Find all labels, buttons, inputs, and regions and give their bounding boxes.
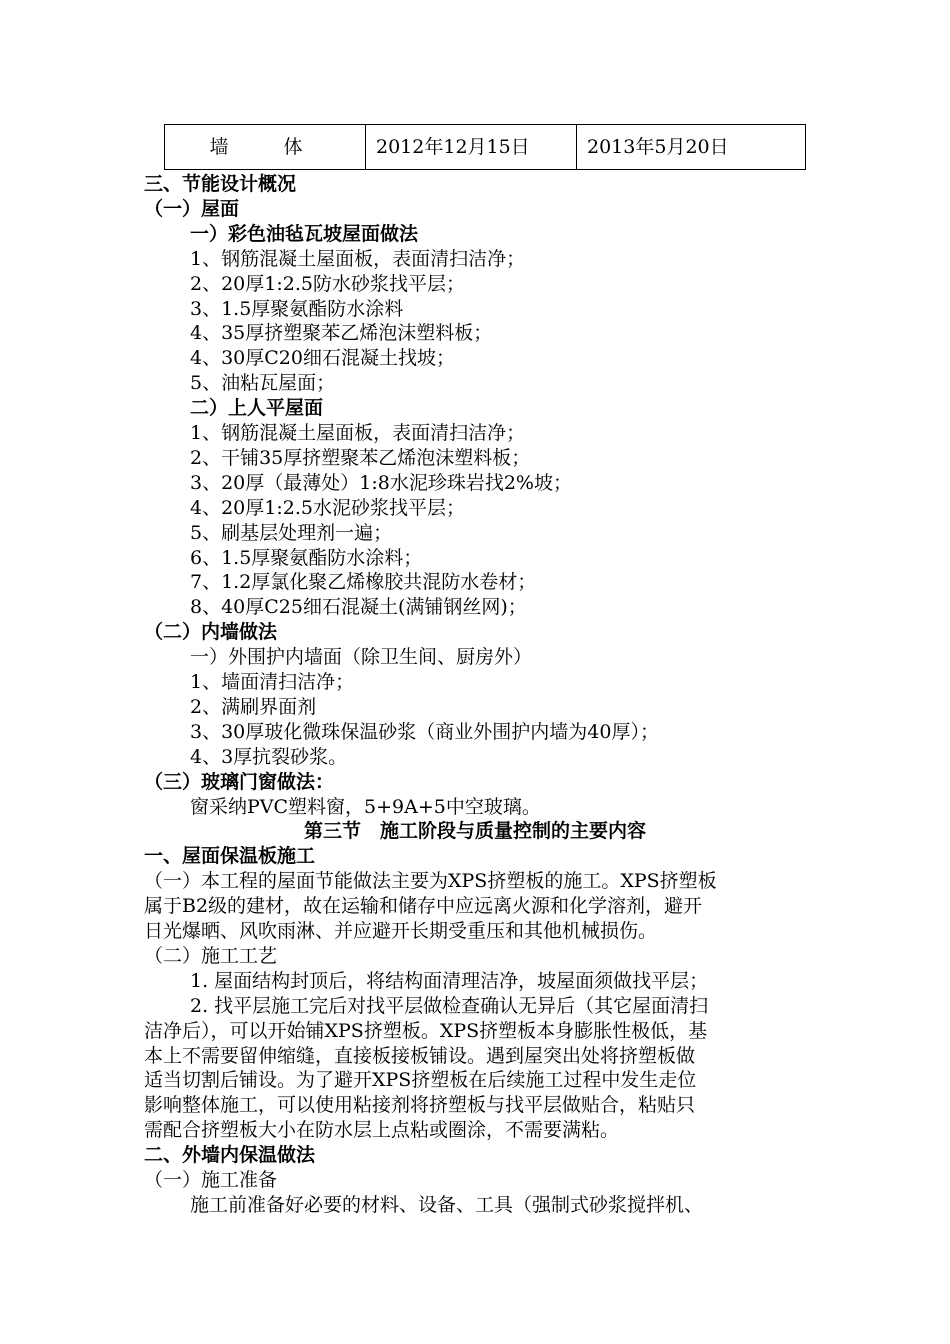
text-line: 1、钢筋混凝土屋面板，表面清扫洁净； (190, 422, 526, 444)
text-line: 适当切割后铺设。为了避开XPS挤塑板在后续施工过程中发生走位 (144, 1069, 697, 1092)
text-line: 1、钢筋混凝土屋面板，表面清扫洁净； (190, 247, 526, 270)
text-line: 本上不需要留伸缩缝，直接板接板铺设。遇到屋突出处将挤塑板做 (144, 1044, 696, 1067)
text-line: 4、3厚抗裂砂浆。 (190, 745, 348, 768)
heading-line: 三、节能设计概况 (144, 173, 297, 195)
text-line: 1、墙面清扫洁净； (190, 671, 355, 693)
heading-line: （一）屋面 (144, 197, 240, 220)
text-line: 施工前准备好必要的材料、设备、工具（强制式砂浆搅拌机、 (190, 1193, 704, 1216)
text-line: 窗采纳PVC塑料窗，5+9A+5中空玻璃。 (190, 795, 541, 818)
heading-line: 一）彩色油毡瓦坡屋面做法 (190, 222, 419, 245)
text-line: 4、35厚挤塑聚苯乙烯泡沫塑料板； (190, 322, 493, 345)
schedule-table (164, 124, 806, 170)
text-line: （一）施工准备 (144, 1169, 278, 1191)
table-cell-start-date: 2012年12月15日 (366, 125, 577, 170)
text-line: 4、30厚C20细石混凝土找坡； (190, 347, 455, 370)
text-line: 4、20厚1:2.5水泥砂浆找平层； (190, 496, 465, 519)
heading-line: 一、屋面保温板施工 (144, 845, 316, 868)
text-line: 需配合挤塑板大小在防水层上点粘或圈涂，不需要满粘。 (144, 1119, 620, 1142)
text-line: （二）施工工艺 (144, 944, 278, 967)
table-row (165, 125, 806, 170)
heading-line: 第三节 施工阶段与质量控制的主要内容 (303, 820, 646, 843)
text-line: 5、油粘瓦屋面； (190, 372, 336, 395)
text-line: 7、1.2厚氯化聚乙烯橡胶共混防水卷材； (190, 571, 537, 594)
text-line: 2. 找平层施工完后对找平层做检查确认无异后（其它屋面清扫 (190, 994, 709, 1017)
text-line: 2、满刷界面剂 (190, 695, 317, 718)
text-line: 属于B2级的建材，故在运输和储存中应远离火源和化学溶剂，避开 (144, 895, 703, 918)
text-line: 3、20厚（最薄处）1:8水泥珍珠岩找2%坡； (190, 471, 572, 494)
text-line: 1. 屋面结构封顶后，将结构面清理洁净，坡屋面须做找平层； (190, 969, 709, 992)
table-cell-item: 墙 体 (165, 125, 366, 170)
text-line: 2、20厚1:2.5防水砂浆找平层； (190, 272, 465, 295)
text-line: 3、1.5厚聚氨酯防水涂料 (190, 297, 404, 320)
text-line: 一）外围护内墙面（除卫生间、厨房外） (190, 646, 533, 669)
heading-line: 二）上人平屋面 (190, 397, 324, 420)
heading-line: 二、外墙内保温做法 (144, 1144, 316, 1167)
heading-line: （二）内墙做法 (144, 621, 278, 644)
text-line: 6、1.5厚聚氨酯防水涂料； (190, 546, 423, 569)
table-cell-end-date: 2013年5月20日 (577, 125, 806, 170)
text-line: （一）本工程的屋面节能做法主要为XPS挤塑板的施工。XPS挤塑板 (144, 870, 717, 893)
text-line: 5、刷基层处理剂一遍； (190, 521, 393, 544)
text-line: 影响整体施工，可以使用粘接剂将挤塑板与找平层做贴合，粘贴只 (144, 1094, 696, 1117)
text-line: 8、40厚C25细石混凝土(满铺钢丝网)； (190, 596, 527, 619)
text-line: 洁净后），可以开始铺XPS挤塑板。XPS挤塑板本身膨胀性极低，基 (144, 1019, 708, 1042)
text-line: 3、30厚玻化微珠保温砂浆（商业外围护内墙为40厚）； (190, 720, 659, 743)
text-line: 2、干铺35厚挤塑聚苯乙烯泡沫塑料板； (190, 446, 531, 469)
heading-line: （三）玻璃门窗做法： (144, 770, 335, 793)
text-line: 日光爆晒、风吹雨淋、并应避开长期受重压和其他机械损伤。 (144, 920, 658, 942)
